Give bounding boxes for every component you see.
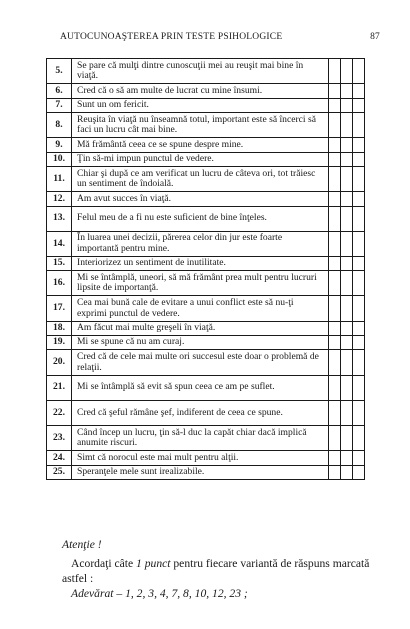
answer-box[interactable] [341, 375, 353, 400]
answer-box[interactable] [353, 296, 365, 321]
item-number: 22. [47, 400, 72, 425]
answer-box[interactable] [353, 350, 365, 375]
answer-box[interactable] [341, 465, 353, 479]
answer-box[interactable] [329, 59, 341, 84]
note-instruction: Acordaţi câte 1 punct pentru fiecare variantă de răspuns marcată astfel : [62, 557, 370, 585]
table-row [47, 451, 365, 465]
item-number: 16. [47, 271, 72, 296]
item-statement: Speranţele mele sunt irealizabile. [72, 465, 329, 479]
item-number: 24. [47, 451, 72, 465]
answer-box[interactable] [353, 375, 365, 400]
item-number: 10. [47, 152, 72, 166]
answer-box[interactable] [353, 451, 365, 465]
answer-box[interactable] [329, 152, 341, 166]
answer-box[interactable] [341, 451, 353, 465]
answer-box[interactable] [329, 350, 341, 375]
table-row [47, 271, 365, 296]
table-row [47, 166, 365, 191]
scoring-note [62, 538, 382, 600]
answer-box[interactable] [329, 138, 341, 152]
item-statement: Am avut succes în viaţă. [72, 192, 329, 206]
item-number: 15. [47, 256, 72, 270]
item-number: 13. [47, 206, 72, 231]
answer-box[interactable] [329, 206, 341, 231]
table-row [47, 84, 365, 98]
answer-box[interactable] [353, 192, 365, 206]
answer-box[interactable] [341, 231, 353, 256]
table-row [47, 231, 365, 256]
answer-box[interactable] [353, 336, 365, 350]
table-row [47, 296, 365, 321]
item-number: 23. [47, 426, 72, 451]
table-row [47, 152, 365, 166]
item-number: 18. [47, 321, 72, 335]
answer-box[interactable] [341, 256, 353, 270]
answer-box[interactable] [329, 112, 341, 137]
answer-box[interactable] [341, 112, 353, 137]
item-number: 8. [47, 112, 72, 137]
answer-box[interactable] [329, 271, 341, 296]
answer-box[interactable] [329, 375, 341, 400]
answer-box[interactable] [329, 166, 341, 191]
answer-box[interactable] [341, 59, 353, 84]
answer-box[interactable] [341, 206, 353, 231]
answer-box[interactable] [341, 152, 353, 166]
item-statement: Cred că de cele mai multe ori succesul este doar o problemă de relaţii. [72, 350, 329, 375]
answer-box[interactable] [353, 112, 365, 137]
answer-box[interactable] [341, 166, 353, 191]
answer-box[interactable] [353, 59, 365, 84]
item-statement: Sunt un om fericit. [72, 98, 329, 112]
answer-box[interactable] [341, 98, 353, 112]
answer-box[interactable] [353, 166, 365, 191]
answer-box[interactable] [341, 336, 353, 350]
table-row [47, 400, 365, 425]
answer-box[interactable] [341, 84, 353, 98]
answer-box[interactable] [353, 98, 365, 112]
item-statement: Mi se întâmplă, uneori, să mă frământ prea mult pentru lucruri lipsite de importanţă. [72, 271, 329, 296]
table-row [47, 256, 365, 270]
answer-box[interactable] [329, 451, 341, 465]
item-number: 14. [47, 231, 72, 256]
item-number: 11. [47, 166, 72, 191]
answer-box[interactable] [353, 321, 365, 335]
item-statement: Când încep un lucru, ţin să-l duc la capăt chiar dacă implică anumite riscuri. [72, 426, 329, 451]
item-number: 20. [47, 350, 72, 375]
answer-box[interactable] [329, 296, 341, 321]
answer-box[interactable] [341, 138, 353, 152]
table-row [47, 426, 365, 451]
answer-box[interactable] [329, 256, 341, 270]
answer-box[interactable] [329, 192, 341, 206]
item-number: 19. [47, 336, 72, 350]
table-row [47, 465, 365, 479]
answer-box[interactable] [329, 336, 341, 350]
item-statement: Reuşita în viaţă nu înseamnă totul, important este să încerci să faci un lucru cât mai bine. [72, 112, 329, 137]
item-number: 5. [47, 59, 72, 84]
answer-box[interactable] [329, 321, 341, 335]
table-row [47, 375, 365, 400]
table-row [47, 350, 365, 375]
note-heading: Atenţie ! [62, 538, 102, 551]
item-statement: Cea mai bună cale de evitare a unui conflict este să nu-ţi exprimi punctul de vedere. [72, 296, 329, 321]
note-points: 1 punct [136, 557, 171, 570]
item-statement: Felul meu de a fi nu este suficient de bine înţeles. [72, 206, 329, 231]
item-statement: Chiar şi după ce am verificat un lucru de câteva ori, tot trăiesc un sentiment de îndoială. [72, 166, 329, 191]
answer-box[interactable] [353, 231, 365, 256]
item-statement: Mi se spune că nu am curaj. [72, 336, 329, 350]
page-number: 87 [370, 32, 380, 42]
answer-box[interactable] [329, 84, 341, 98]
questionnaire-table [46, 58, 365, 480]
answer-box[interactable] [329, 231, 341, 256]
item-number: 21. [47, 375, 72, 400]
table-row [47, 138, 365, 152]
answer-box[interactable] [353, 206, 365, 231]
answer-box[interactable] [329, 400, 341, 425]
table-row [47, 112, 365, 137]
table-row [47, 59, 365, 84]
item-statement: Cred că o să am multe de lucrat cu mine însumi. [72, 84, 329, 98]
item-number: 7. [47, 98, 72, 112]
answer-box[interactable] [353, 426, 365, 451]
item-number: 25. [47, 465, 72, 479]
answer-box[interactable] [341, 192, 353, 206]
answer-box[interactable] [341, 400, 353, 425]
answer-box[interactable] [353, 256, 365, 270]
item-number: 17. [47, 296, 72, 321]
answer-box[interactable] [353, 152, 365, 166]
table-row [47, 336, 365, 350]
answer-box[interactable] [353, 138, 365, 152]
item-number: 6. [47, 84, 72, 98]
answer-box[interactable] [329, 465, 341, 479]
answer-box[interactable] [341, 321, 353, 335]
answer-box[interactable] [341, 350, 353, 375]
answer-box[interactable] [341, 271, 353, 296]
answer-box[interactable] [341, 426, 353, 451]
item-statement: Simt că norocul este mai mult pentru alţii. [72, 451, 329, 465]
item-number: 12. [47, 192, 72, 206]
item-statement: Mi se întâmplă să evit să spun ceea ce am pe suflet. [72, 375, 329, 400]
answer-box[interactable] [353, 465, 365, 479]
running-title: AUTOCUNOAŞTEREA PRIN TESTE PSIHOLOGICE [60, 32, 283, 42]
item-statement: Am făcut mai multe greşeli în viaţă. [72, 321, 329, 335]
item-statement: Mă frământă ceea ce se spune despre mine. [72, 138, 329, 152]
table-row [47, 321, 365, 335]
item-statement: Interiorizez un sentiment de inutilitate. [72, 256, 329, 270]
item-number: 9. [47, 138, 72, 152]
answer-box[interactable] [353, 271, 365, 296]
table-row [47, 206, 365, 231]
answer-box[interactable] [329, 426, 341, 451]
answer-box[interactable] [353, 400, 365, 425]
note-true-answers: Adevărat – 1, 2, 3, 4, 7, 8, 10, 12, 23 ; [71, 587, 248, 600]
table-row [47, 98, 365, 112]
table-row [47, 192, 365, 206]
item-statement: Se pare că mulţi dintre cunoscuţii mei au reuşit mai bine în viaţă. [72, 59, 329, 84]
answer-box[interactable] [353, 84, 365, 98]
item-statement: În luarea unei decizii, părerea celor din jur este foarte importantă pentru mine. [72, 231, 329, 256]
answer-box[interactable] [329, 98, 341, 112]
item-statement: Ţin să-mi impun punctul de vedere. [72, 152, 329, 166]
answer-box[interactable] [341, 296, 353, 321]
item-statement: Cred că şeful rămâne şef, indiferent de ceea ce spune. [72, 400, 329, 425]
